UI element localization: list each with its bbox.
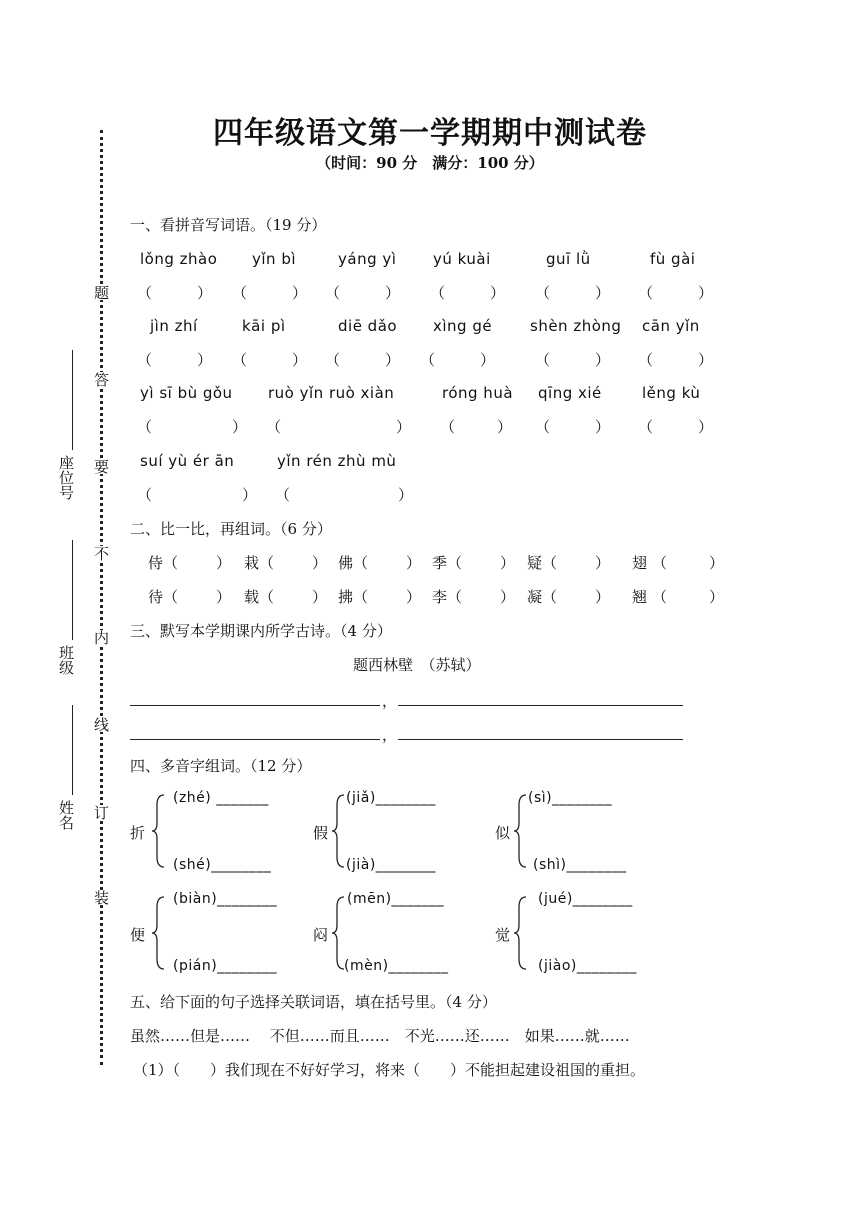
- compare-char: 待: [148, 588, 164, 606]
- pinyin: cān yǐn: [642, 317, 700, 335]
- poem-title: 题西林壁 （苏轼）: [353, 656, 481, 674]
- compare-char: 侍: [148, 554, 164, 572]
- answer-blank[interactable]: （ ）: [535, 284, 611, 302]
- page-title: 四年级语文第一学期期中测试卷: [213, 116, 647, 151]
- answer-blank[interactable]: （ ）: [325, 284, 401, 302]
- polyphone-word[interactable]: (shé)________: [173, 857, 272, 873]
- pinyin: xìng gé: [433, 317, 493, 335]
- polyphone-word[interactable]: (jué)________: [538, 891, 633, 907]
- answer-blank[interactable]: （ ）: [638, 284, 714, 302]
- seal-char-6: 线: [92, 717, 110, 732]
- section4-heading: 四、多音字组词。（12 分）: [130, 757, 312, 775]
- answer-blank[interactable]: （ ）: [652, 588, 725, 606]
- name-blank[interactable]: [72, 705, 73, 795]
- seal-char-8: 装: [92, 890, 110, 905]
- polyphone-word[interactable]: (biàn)________: [173, 891, 278, 907]
- answer-blank[interactable]: （ ）: [259, 588, 328, 606]
- answer-blank[interactable]: （ ）: [353, 554, 422, 572]
- answer-blank-long[interactable]: （ ）: [266, 418, 412, 436]
- polyphone-word[interactable]: (zhé) _______: [173, 790, 269, 806]
- compare-char: 佛: [338, 554, 354, 572]
- seal-char-4: 不: [92, 546, 110, 561]
- compare-char: 凝: [527, 588, 543, 606]
- brace-icon: [150, 793, 166, 869]
- poem-comma: ，: [382, 726, 398, 744]
- seal-char-2: 答: [92, 372, 110, 387]
- answer-blank[interactable]: （ ）: [420, 351, 496, 369]
- section3-heading: 三、默写本学期课内所学古诗。（4 分）: [130, 622, 392, 640]
- binding-dotted-line: [100, 130, 103, 1065]
- pinyin: yú kuài: [433, 250, 491, 268]
- question-1[interactable]: （1）（ ）我们现在不好好学习，将来（ ）不能担起建设祖国的重担。: [133, 1061, 646, 1079]
- pinyin: diē dǎo: [338, 317, 398, 335]
- answer-blank[interactable]: （ ）: [535, 351, 611, 369]
- pinyin: yáng yì: [338, 250, 397, 268]
- compare-char: 翘: [632, 588, 648, 606]
- polyphone-char: 便: [130, 926, 146, 944]
- pinyin: ruò yǐn ruò xiàn: [268, 384, 395, 402]
- answer-blank[interactable]: （ ）: [353, 588, 422, 606]
- brace-icon: [512, 793, 528, 869]
- answer-blank[interactable]: （ ）: [638, 351, 714, 369]
- polyphone-word[interactable]: (jià)________: [346, 857, 436, 873]
- seal-char-7: 订: [92, 805, 110, 820]
- compare-char: 疑: [527, 554, 543, 572]
- answer-blank[interactable]: （ ）: [232, 284, 308, 302]
- pinyin: kāi pì: [242, 317, 286, 335]
- seat-number-label: 座位号: [57, 455, 75, 500]
- answer-blank[interactable]: （ ）: [447, 588, 516, 606]
- class-label: 班级: [57, 645, 75, 675]
- polyphone-word[interactable]: (sì)________: [528, 790, 613, 806]
- polyphone-word[interactable]: (jiǎ)________: [346, 790, 436, 806]
- compare-char: 载: [244, 588, 260, 606]
- seal-char-5: 内: [92, 630, 110, 645]
- answer-blank[interactable]: （ ）: [430, 284, 506, 302]
- polyphone-char: 似: [495, 824, 511, 842]
- answer-blank[interactable]: （ ）: [163, 554, 232, 572]
- brace-icon: [330, 793, 346, 869]
- answer-blank-long[interactable]: （ ）: [137, 486, 258, 504]
- pinyin: suí yù ér ān: [140, 452, 235, 470]
- answer-blank[interactable]: （ ）: [542, 554, 611, 572]
- answer-blank[interactable]: （ ）: [259, 554, 328, 572]
- compare-char: 栽: [244, 554, 260, 572]
- poem-answer-line[interactable]: [130, 705, 380, 706]
- poem-answer-line[interactable]: [398, 705, 683, 706]
- answer-blank[interactable]: （ ）: [652, 554, 725, 572]
- section5-heading: 五、给下面的句子选择关联词语，填在括号里。（4 分）: [130, 993, 497, 1011]
- poem-answer-line[interactable]: [398, 739, 683, 740]
- answer-blank[interactable]: （ ）: [535, 418, 611, 436]
- answer-blank[interactable]: （ ）: [232, 351, 308, 369]
- name-label: 姓名: [57, 800, 75, 830]
- polyphone-char: 闷: [313, 926, 329, 944]
- pinyin: róng huà: [442, 384, 514, 402]
- compare-char: 翅: [632, 554, 648, 572]
- answer-blank[interactable]: （ ）: [163, 588, 232, 606]
- answer-blank[interactable]: （ ）: [137, 284, 213, 302]
- polyphone-word[interactable]: (mēn)_______: [347, 891, 445, 907]
- compare-char: 拂: [338, 588, 354, 606]
- pinyin: guī lǜ: [546, 250, 591, 268]
- section1-heading: 一、看拼音写词语。（19 分）: [130, 216, 327, 234]
- polyphone-char: 折: [130, 824, 146, 842]
- answer-blank-long[interactable]: （ ）: [275, 486, 414, 504]
- conjunction-options: 虽然……但是…… 不但……而且…… 不光……还…… 如果……就……: [130, 1027, 630, 1045]
- polyphone-word[interactable]: (pián)________: [173, 958, 278, 974]
- answer-blank[interactable]: （ ）: [638, 418, 714, 436]
- compare-char: 季: [432, 554, 448, 572]
- class-blank[interactable]: [72, 540, 73, 640]
- pinyin: lǒng zhào: [140, 250, 218, 268]
- answer-blank[interactable]: （ ）: [137, 351, 213, 369]
- pinyin: qīng xié: [538, 384, 602, 402]
- answer-blank-long[interactable]: （ ）: [137, 418, 248, 436]
- pinyin: yì sī bù gǒu: [140, 384, 233, 402]
- answer-blank[interactable]: （ ）: [447, 554, 516, 572]
- polyphone-char: 觉: [495, 926, 511, 944]
- polyphone-word[interactable]: (shì)________: [533, 857, 627, 873]
- section2-heading: 二、比一比，再组词。（6 分）: [130, 520, 332, 538]
- poem-comma: ，: [382, 692, 398, 710]
- seal-char-3: 要: [92, 459, 110, 474]
- pinyin: fù gài: [650, 250, 696, 268]
- pinyin: shèn zhòng: [530, 317, 622, 335]
- poem-answer-line[interactable]: [130, 739, 380, 740]
- brace-icon: [512, 895, 528, 971]
- pinyin: jìn zhí: [150, 317, 198, 335]
- pinyin: lěng kù: [642, 384, 701, 402]
- pinyin: yǐn bì: [252, 250, 297, 268]
- polyphone-char: 假: [313, 824, 329, 842]
- answer-blank[interactable]: （ ）: [325, 351, 401, 369]
- brace-icon: [150, 895, 166, 971]
- seal-char-1: 题: [92, 285, 110, 300]
- pinyin: yǐn rén zhù mù: [277, 452, 397, 470]
- polyphone-word[interactable]: (jiào)________: [538, 958, 637, 974]
- seat-number-blank[interactable]: [72, 350, 73, 450]
- answer-blank[interactable]: （ ）: [542, 588, 611, 606]
- compare-char: 李: [432, 588, 448, 606]
- page-subtitle: （时间：90 分 满分：100 分）: [316, 154, 544, 172]
- polyphone-word[interactable]: (mèn)________: [344, 958, 449, 974]
- answer-blank[interactable]: （ ）: [440, 418, 513, 436]
